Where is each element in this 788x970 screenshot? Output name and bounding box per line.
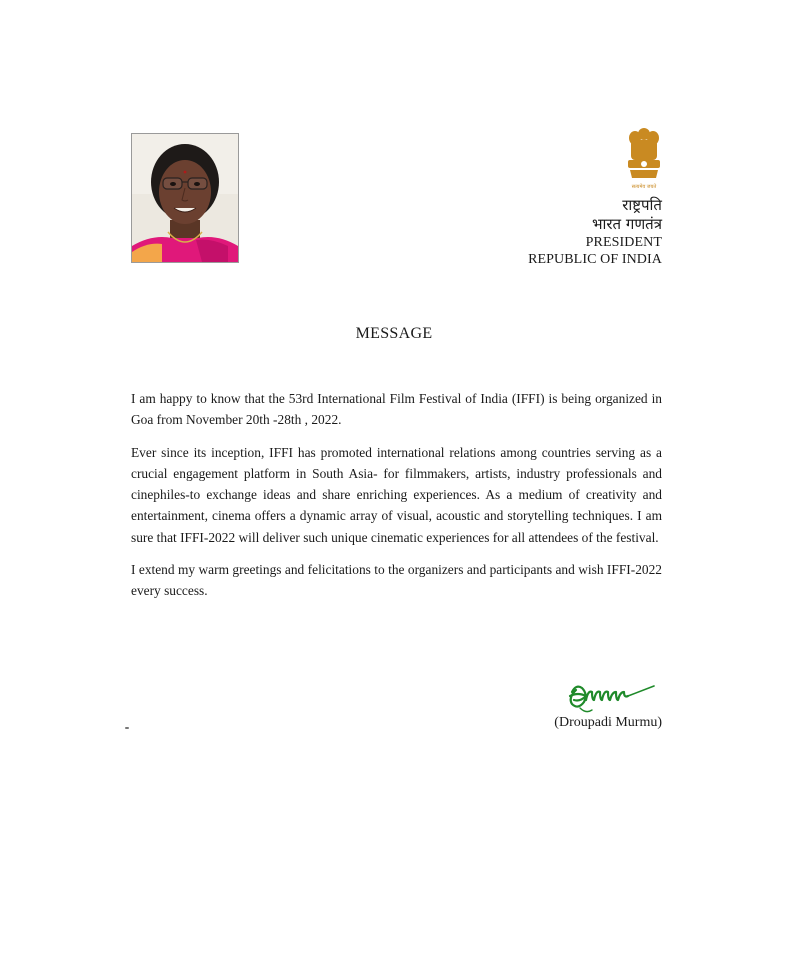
message-body [131, 388, 662, 613]
signer-name: (Droupadi Murmu) [554, 715, 662, 730]
message-paragraph: I extend my warm greetings and felicitations to the organizers and participants and wish IFFI-2022 every success. [131, 562, 662, 599]
message-paragraph: I am happy to know that the 53rd International Film Festival of India (IFFI) is being organized in Goa from November 20th -28th , 2022. [131, 391, 662, 428]
portrait-image [132, 134, 238, 262]
handwritten-signature [562, 670, 660, 716]
emblem-motto: सत्यमेव जयते [631, 184, 657, 190]
message-paragraph: Ever since its inception, IFFI has promoted international relations among countries serving as a crucial engagement platform in South Asia- for filmmakers, artists, industry professionals and cinephiles-to exchange ideas and share enriching experiences. As a medium of creativity and entertainment, cinema offers a dynamic array of visual, acoustic and storytelling techniques. I am sure that IFFI-2022 will deliver such unique cinematic experiences for all attendees of the festival. [131, 444, 662, 545]
national-emblem-icon [624, 126, 664, 192]
office-hindi-line2: भारत गणतंत्र [591, 215, 662, 233]
president-portrait-photo [131, 133, 239, 263]
message-title: MESSAGE [355, 325, 433, 342]
office-english-line1: PRESIDENT [585, 235, 662, 250]
scan-speck [125, 727, 129, 729]
office-hindi-line1: राष्ट्रपति [622, 196, 662, 214]
office-designation [528, 196, 662, 268]
office-english-line2: REPUBLIC OF INDIA [528, 252, 662, 267]
